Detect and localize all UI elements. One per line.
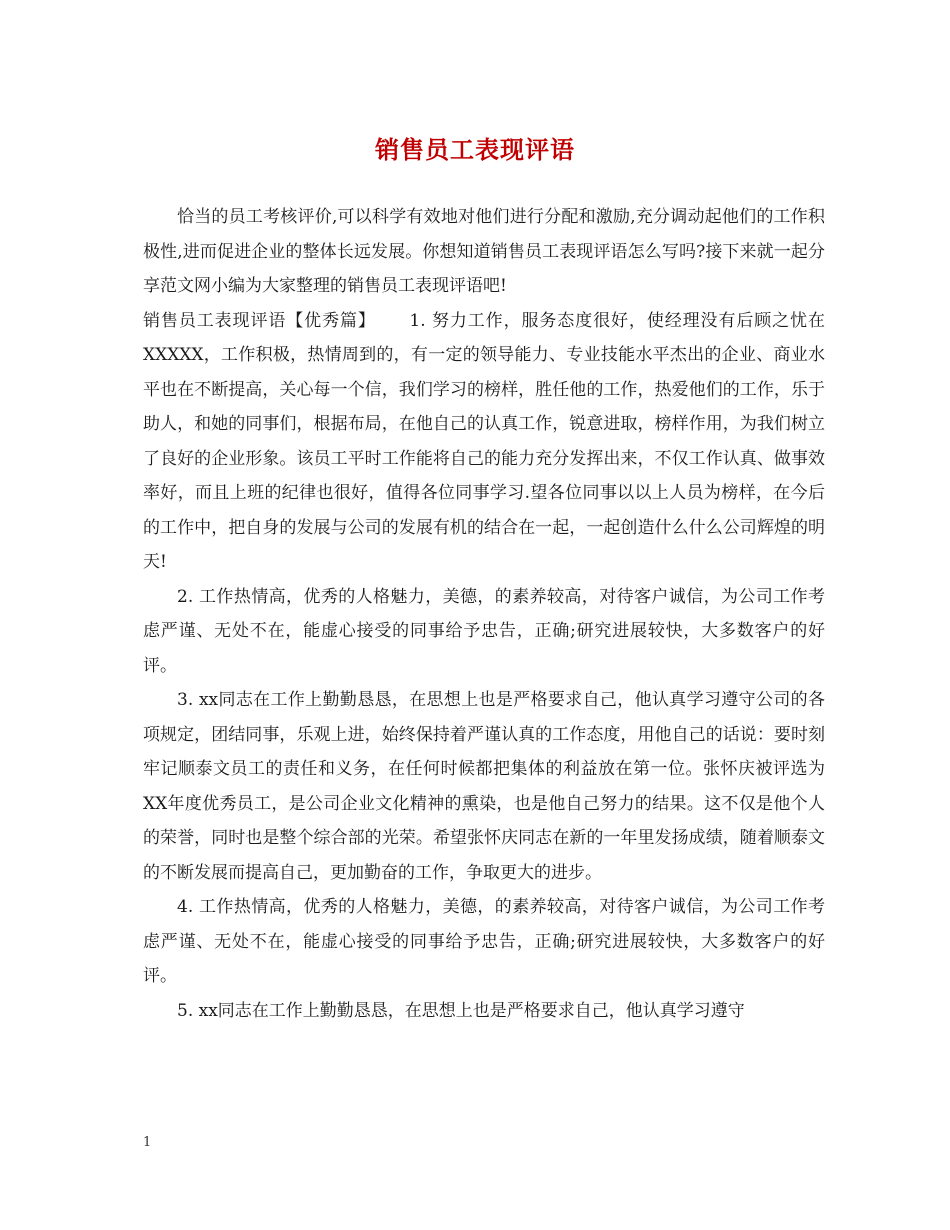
document-body xyxy=(143,200,825,1028)
paragraph-item-5: 5. xx同志在工作上勤勤恳恳，在思想上也是严格要求自己，他认真学习遵守 xyxy=(177,1000,745,1021)
paragraph-item-4: 4. 工作热情高，优秀的人格魅力，美德，的素养较高，对待客户诚信，为公司工作考虑严谨、无处不在，能虚心接受的同事给予忠告，正确;研究进展较快，大多数客户的好评。 xyxy=(143,897,825,986)
paragraph-item-1: 销售员工表现评语【优秀篇】 1. 努力工作，服务态度很好，使经理没有后顾之忧在XXXXX，工作积极，热情周到的，有一定的领导能力、专业技能水平杰出的企业、商业水平也在不断提高，关心每一个信，我们学习的榜样，胜任他的工作，热爱他们的工作，乐于助人，和她的同事们，根据布局，在他自己的认真工作，锐意进取，榜样作用，为我们树立了良好的企业形象。该员工平时工作能将自己的能力充分发挥出来，不仅工作认真、做事效率好，而且上班的纪律也很好，值得各位同事学习.望各位同事以以上人员为榜样，在今后的工作中，把自身的发展与公司的发展有机的结合在一起，一起创造什么什么公司辉煌的明天! xyxy=(143,310,825,572)
paragraph-item-3: 3. xx同志在工作上勤勤恳恳，在思想上也是严格要求自己，他认真学习遵守公司的各项规定，团结同事，乐观上进，始终保持着严谨认真的工作态度，用他自己的话说：要时刻牢记顺泰文员工的责任和义务，在任何时候都把集体的利益放在第一位。张怀庆被评选为XX年度优秀员工，是公司企业文化精神的熏染，也是他自己努力的结果。这不仅是他个人的荣誉，同时也是整个综合部的光荣。希望张怀庆同志在新的一年里发扬成绩，随着顺泰文的不断发展而提高自己，更加勤奋的工作，争取更大的进步。 xyxy=(143,690,825,883)
paragraph-intro: 恰当的员工考核评价,可以科学有效地对他们进行分配和激励,充分调动起他们的工作积极性,进而促进企业的整体长远发展。你想知道销售员工表现评语怎么写吗?接下来就一起分享范文网小编为大家整理的销售员工表现评语吧! xyxy=(143,207,825,296)
page-number: 1 xyxy=(143,1135,152,1150)
document-title: 销售员工表现评语 xyxy=(375,136,575,164)
paragraph-item-2: 2. 工作热情高，优秀的人格魅力，美德，的素养较高，对待客户诚信，为公司工作考虑严谨、无处不在，能虚心接受的同事给予忠告，正确;研究进展较快，大多数客户的好评。 xyxy=(143,586,825,676)
